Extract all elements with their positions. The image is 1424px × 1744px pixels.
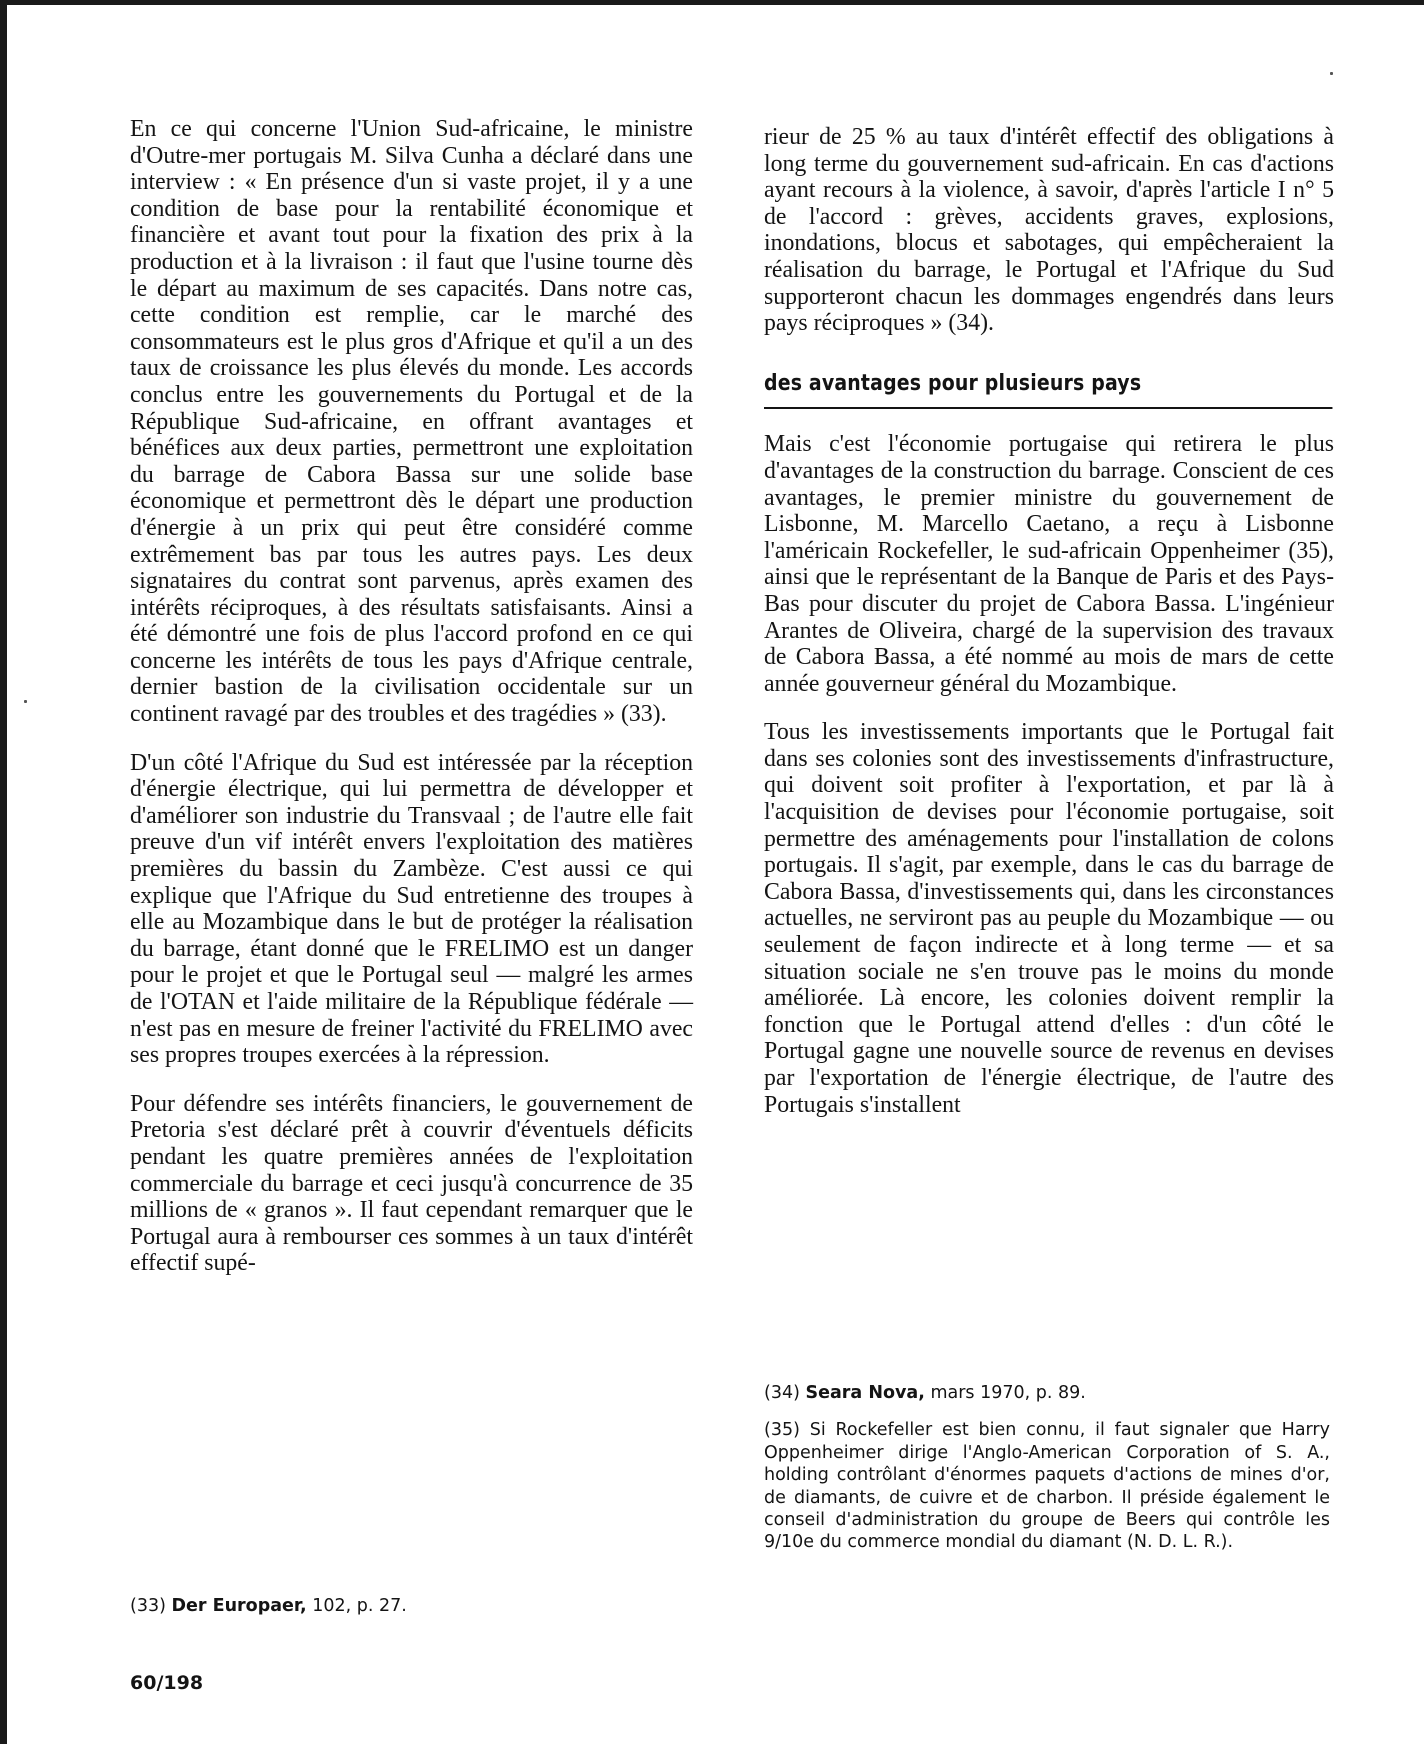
footnote-33: [130, 1596, 693, 1616]
footnote-34: [764, 1382, 1330, 1404]
paragraph: Tous les investissements importants que le Portugal fait dans ses colonies sont des investissements d'infrastructure, qui doivent soit profiter à l'exportation, et par là à l'acquisition de devises pour l'économie portugaise, soit permettre des aménagements pour l'installation de colons portugais. Il s'agit, par exemple, dans le cas du barrage de Cabora Bassa, d'investissements qui, dans les circonstances actuelles, ne serviront pas au peuple du Mozambique — ou seulement de façon indirecte et à long terme — et sa situation sociale ne s'en trouve pas le moins du monde améliorée. Là encore, les colonies doivent remplir la fonction que le Portugal attend d'elles : d'un côté le Portugal gagne une nouvelle source de revenus en devises par l'exportation de l'énergie électrique, de l'autre des Portugais s'installent: [764, 719, 1334, 1118]
scan-speck: [24, 700, 27, 703]
footnote-text: Si Rockefeller est bien connu, il faut signaler que Harry Oppenheimer dirige l'Anglo-American Corporation of S. A., holding contrôlant d'énormes paquets d'actions de mines d'or, de diamants, de cuivre et de charbon. Il préside également le conseil d'administration du groupe de Beers qui contrôle les 9/10e du commerce mondial du diamant (N. D. L. R.).: [764, 1420, 1330, 1553]
footnote-number: (35): [764, 1420, 800, 1441]
footnote-text: mars 1970, p. 89.: [924, 1383, 1086, 1403]
footnote-source: Seara Nova,: [805, 1383, 925, 1403]
section-heading: des avantages pour plusieurs pays: [764, 371, 1333, 410]
paragraph: Pour défendre ses intérêts financiers, le gouvernement de Pretoria s'est déclaré prêt à couvrir d'éventuels déficits pendant les quatre premières années de l'exploitation commerciale du barrage et ceci jusqu'à concurrence de 35 millions de « granos ». Il faut cependant remarquer que le Portugal aura à rembourser ces sommes à un taux d'intérêt effectif supé-: [130, 1090, 693, 1277]
paragraph: En ce qui concerne l'Union Sud-africaine, le ministre d'Outre-mer portugais M. Silva Cunha a déclaré dans une interview : « En présence d'un si vaste projet, il y a une condition de base pour la rentabilité économique et financière et avant tout pour la fixation des prix à la production et à la livraison : il faut que l'usine tourne dès le départ au maximum de ses capacités. Dans notre cas, cette condition est remplie, car le marché des consommateurs est le plus gros d'Afrique et qu'il a un des taux de croissance les plus élevés du monde. Les accords conclus entre les gouvernements du Portugal et de la République Sud-africaine, en offrant avantages et bénéfices aux deux parties, permettront une exploitation du barrage de Cabora Bassa sur une solide base économique et permettront dès le départ une production d'énergie à un prix qui peut être considéré comme extrêmement bas par tous les autres pays. Les deux signataires du contrat sont parvenus, après examen des intérêts réciproques, à des résultats satisfaisants. Ainsi a été démontré une fois de plus l'accord profond en ce qui concerne les intérêts de tous les pays d'Afrique centrale, dernier bastion de la civilisation occidentale sur un continent ravagé par des troubles et des tragédies » (33).: [130, 116, 693, 728]
footnote-source: Der Europaer,: [171, 1596, 307, 1616]
page-number: 60/198: [130, 1672, 204, 1694]
scan-speck: [1330, 72, 1333, 75]
paragraph-continued: rieur de 25 % au taux d'intérêt effectif des obligations à long terme du gouvernement sud-africain. En cas d'actions ayant recours à la violence, à savoir, d'après l'article I n° 5 de l'accord : grèves, accidents graves, explosions, inondations, blocus et sabotages, qui empêcheraient la réalisation du barrage, le Portugal et l'Afrique du Sud supporteront chacun les dommages engendrés dans leurs pays réciproques » (34).: [764, 124, 1334, 337]
paragraph: D'un côté l'Afrique du Sud est intéressée par la réception d'énergie électrique, qui lui permettra de développer et d'améliorer son industrie du Transvaal ; de l'autre elle fait preuve d'un vif intérêt envers l'exploitation des matières premières du bassin du Zambèze. C'est aussi ce qui explique que l'Afrique du Sud entretienne des troupes à elle au Mozambique dans le but de protéger la réalisation du barrage, étant donné que le FRELIMO est un danger pour le projet et que le Portugal seul — malgré les armes de l'OTAN et l'aide militaire de la République fédérale — n'est pas en mesure de freiner l'activité du FRELIMO avec ses propres troupes exercées à la répression.: [130, 749, 693, 1069]
left-column: [130, 116, 693, 1277]
right-column: [764, 124, 1334, 1118]
footnote-text: 102, p. 27.: [306, 1596, 407, 1616]
scan-edge-top: [0, 0, 1424, 5]
footnote-number: (34): [764, 1383, 800, 1403]
footnote-35: [764, 1419, 1330, 1553]
paragraph: Mais c'est l'économie portugaise qui retirera le plus d'avantages de la construction du barrage. Conscient de ces avantages, le premier ministre du gouvernement de Lisbonne, M. Marcello Caetano, a reçu à Lisbonne l'américain Rockefeller, le sud-africain Oppenheimer (35), ainsi que le représentant de la Banque de Paris et des Pays-Bas pour discuter du projet de Cabora Bassa. L'ingénieur Arantes de Oliveira, chargé de la supervision des travaux de Cabora Bassa, a été nommé au mois de mars de cette année gouverneur général du Mozambique.: [764, 431, 1334, 697]
scan-edge-left: [0, 0, 7, 1744]
footnote-number: (33): [130, 1596, 166, 1616]
footnotes-right: [764, 1382, 1330, 1569]
